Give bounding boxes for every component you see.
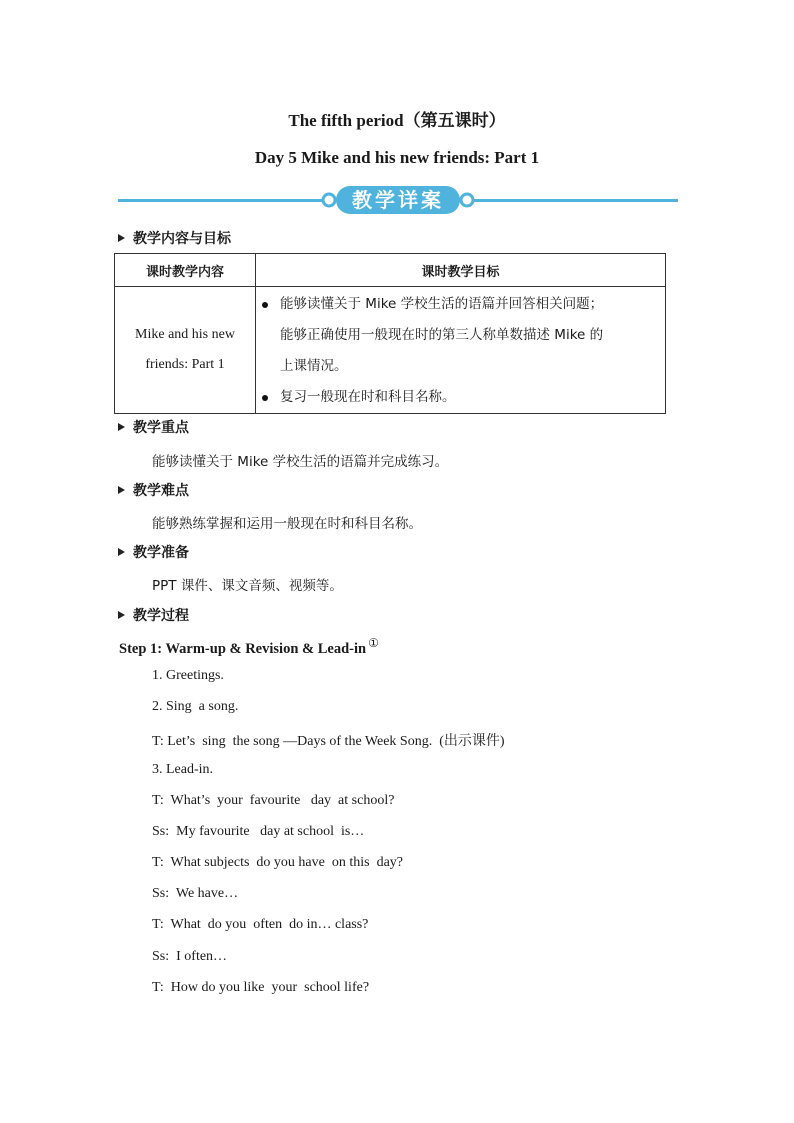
triangle-bullet-icon (118, 423, 125, 431)
section-heading-preparation: 教学准备 (118, 542, 189, 562)
process-line: Ss: My favourite day at school is… (152, 824, 365, 839)
triangle-bullet-icon (118, 548, 125, 556)
bullet-dot-icon (262, 395, 268, 401)
process-line: Ss: I often… (152, 949, 228, 964)
process-line: T: What’s your favourite day at school? (152, 793, 395, 808)
process-line: T: What subjects do you have on this day? (152, 855, 403, 870)
triangle-bullet-icon (118, 234, 125, 242)
section-banner (318, 184, 478, 216)
goal-item: 复习一般现在时和科目名称。 (262, 382, 659, 413)
section-heading-key-points: 教学重点 (118, 417, 189, 437)
table-header-content: 课时教学内容 (115, 254, 256, 287)
bullet-dot-icon (262, 302, 268, 308)
process-line: T: What do you often do in… class? (152, 917, 369, 932)
table-header-goals: 课时教学目标 (256, 254, 666, 287)
footnote-marker: ① (368, 636, 379, 650)
banner-rule-left (118, 199, 334, 202)
process-line: T: How do you like your school life? (152, 980, 370, 995)
lesson-content-cell: Mike and his new friends: Part 1 (115, 287, 256, 414)
goal-item: 能够读懂关于 Mike 学校生活的语篇并回答相关问题； 能够正确使用一般现在时的第三人称单数描述 Mike 的 上课情况。 (262, 289, 659, 382)
section-heading-content-goals: 教学内容与目标 (118, 228, 231, 248)
triangle-bullet-icon (118, 486, 125, 494)
section-heading-difficulties: 教学难点 (118, 480, 189, 500)
triangle-bullet-icon (118, 611, 125, 619)
page-title: The fifth period（第五课时） (288, 111, 506, 130)
difficulties-text: 能够熟练掌握和运用一般现在时和科目名称。 (152, 516, 422, 532)
preparation-text: PPT 课件、课文音频、视频等。 (152, 578, 343, 594)
process-line: 3. Lead-in. (152, 762, 214, 777)
process-line: 2. Sing a song. (152, 699, 239, 714)
lesson-plan-table (114, 253, 666, 414)
step-heading: Step 1: Warm-up & Revision & Lead-in ① (119, 636, 379, 657)
table-row (115, 287, 666, 414)
process-line: Ss: We have… (152, 886, 239, 901)
table-header-row (115, 254, 666, 287)
lesson-goals-cell (256, 287, 666, 414)
process-line: T: Let’s sing the song —Days of the Week Song. (出示课件) (152, 734, 505, 749)
banner-rule-right (462, 199, 678, 202)
page-subtitle: Day 5 Mike and his new friends: Part 1 (254, 148, 540, 167)
section-heading-process: 教学过程 (118, 605, 189, 625)
process-line: 1. Greetings. (152, 668, 224, 683)
banner-label: 教学详案 (352, 188, 444, 212)
key-points-text: 能够读懂关于 Mike 学校生活的语篇并完成练习。 (152, 454, 449, 470)
